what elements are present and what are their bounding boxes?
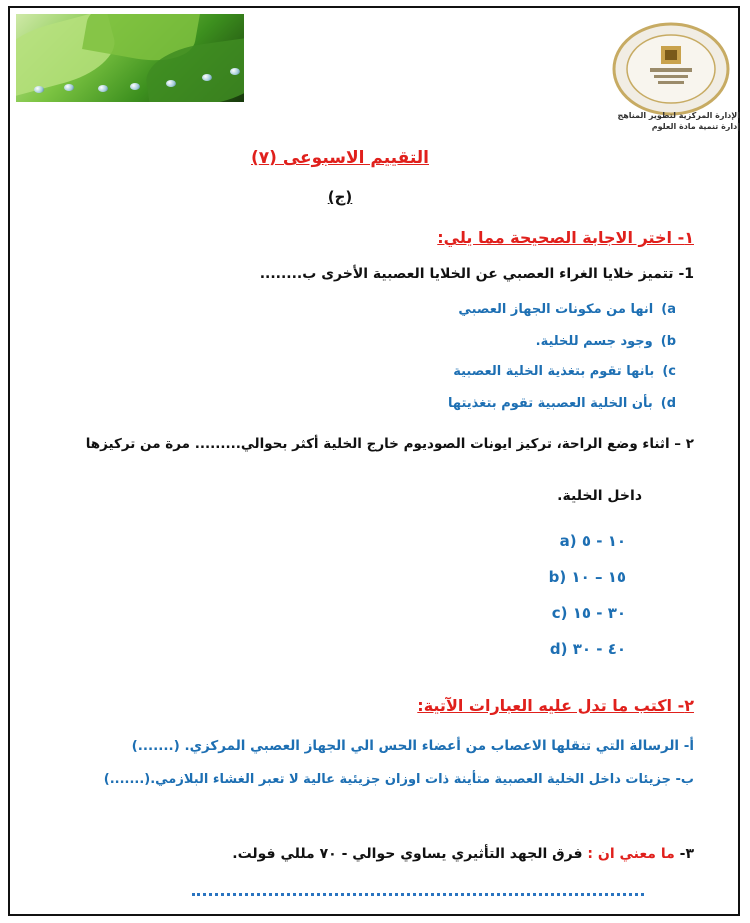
option-letter: a): [661, 302, 676, 317]
question2-line2: داخل الخلية.: [557, 488, 642, 504]
section1-heading: ١- اختر الاجابة الصحيحة مما يلي:: [437, 228, 694, 247]
ministry-seal-logo: [612, 22, 730, 116]
question1-text: تتميز خلايا الغراء العصبي عن الخلايا العصبية الأخرى ب........: [259, 266, 674, 282]
q2-option-d: ٤٠ - ٣٠ (d: [549, 640, 626, 658]
question1-number: 1-: [678, 266, 694, 282]
q1-option-a: [458, 302, 676, 317]
logo-caption: [600, 110, 740, 132]
question3: [232, 846, 694, 862]
section2-heading: ٢- اكتب ما تدل عليه العبارات الآتية:: [417, 696, 694, 715]
leaves-decoration-image: [16, 14, 244, 102]
section2-item-a: أ- الرسالة التي تنقلها الاعصاب من أعضاء الحس الي الجهاز العصبي المركزي. (.......): [131, 738, 694, 754]
q2-option-b: ١٥ – ١٠ (b: [548, 568, 626, 586]
question3-number: ٣-: [679, 846, 694, 862]
option-text: بانها تقوم بتغذية الخلية العصبية: [453, 364, 655, 379]
question2-line1: ٢ – اثناء وضع الراحة، تركيز ايونات الصوديوم خارج الخلية أكثر بحوالي......... مرة من تركيزها: [85, 436, 694, 452]
option-letter: d): [660, 396, 676, 411]
option-text: بأن الخلية العصبية تقوم بتغذيتها: [447, 396, 653, 411]
q2-option-c: ٣٠ - ١٥ (c: [551, 604, 626, 622]
question3-label: ما معني ان :: [587, 846, 675, 862]
question1: [260, 266, 694, 282]
option-letter: c): [662, 364, 676, 379]
page-subtitle: (ج): [327, 188, 353, 206]
page-title: التقييم الاسبوعى (٧): [251, 148, 429, 168]
logo-caption-line1: الإدارة المركزية لتطوير المناهج: [617, 111, 740, 120]
q1-option-c: [453, 364, 676, 379]
option-text: وجود جسم للخلية.: [535, 334, 653, 349]
option-text: انها من مكونات الجهاز العصبي: [458, 302, 654, 317]
q1-option-b: [536, 334, 676, 349]
option-letter: b): [660, 334, 676, 349]
answer-dotted-line: [192, 893, 644, 896]
logo-caption-line2: إدارة تنمية مادة العلوم: [651, 122, 740, 131]
q1-option-d: [448, 396, 676, 411]
question3-text: فرق الجهد التأثيري يساوي حوالي - ٧٠ مللي فولت.: [232, 846, 583, 862]
q2-option-a: ١٠ - ٥ (a: [559, 532, 626, 550]
section2-item-b: ب- جزيئات داخل الخلية العصبية متأينة ذات اوزان جزيئية عالية لا تعبر الغشاء البلازمي.(.......): [103, 772, 694, 787]
